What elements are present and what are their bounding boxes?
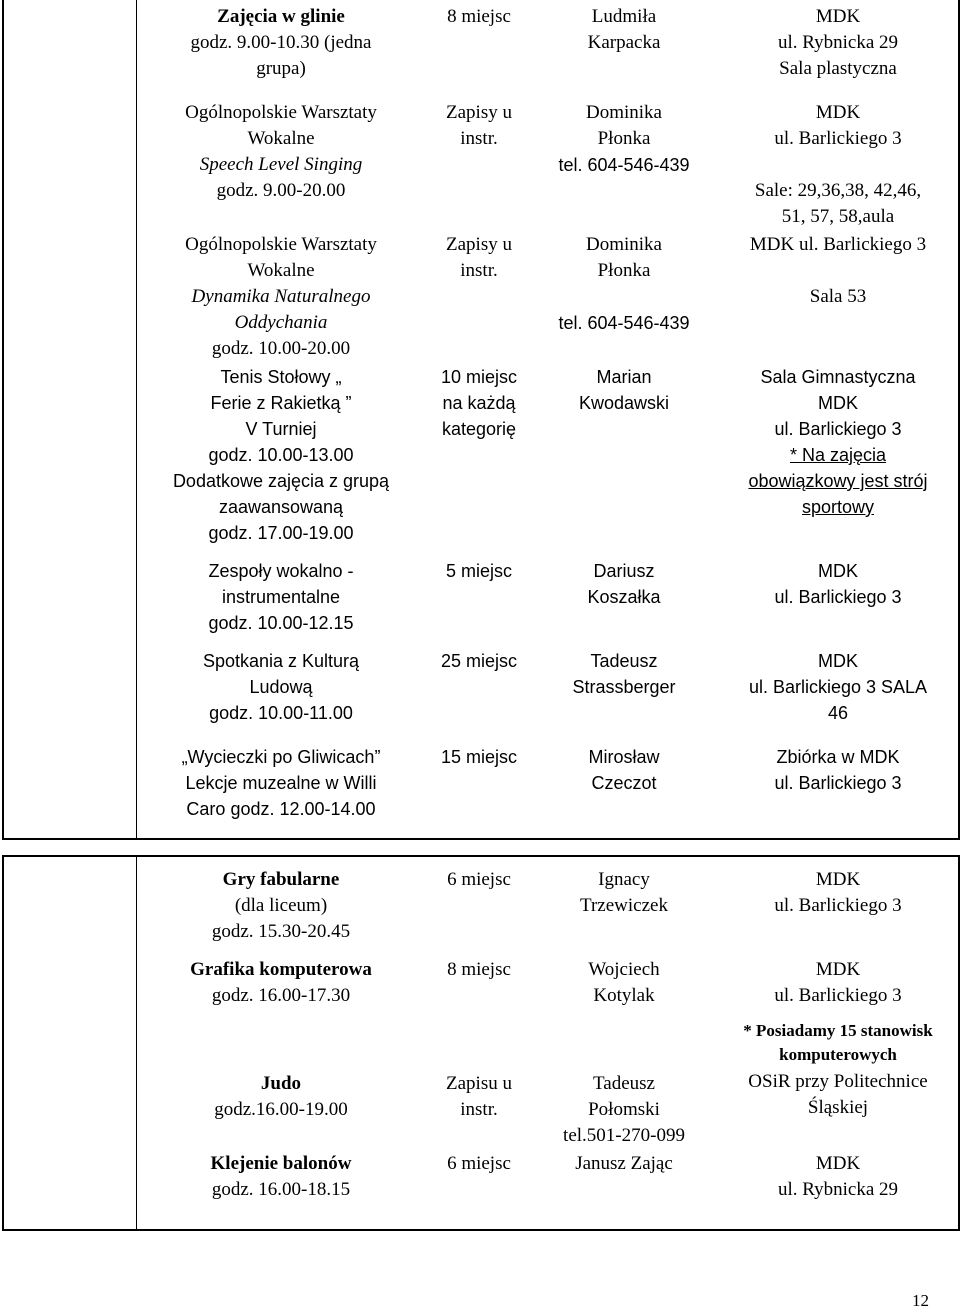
location-line: Śląskiej (807, 1097, 869, 1118)
instructor-name: Dominika (586, 102, 662, 123)
activity-title: Grafika komputerowa (190, 959, 372, 980)
instructor-name: Trzewiczek (580, 895, 668, 916)
location-line: ul. Rybnicka 29 (777, 1179, 899, 1200)
activity-cell (156, 558, 406, 636)
location-line: ul. Barlickiego 3 (774, 419, 902, 439)
schedule-table-top (2, 0, 960, 840)
instructor-cell (542, 867, 706, 919)
instructor-name: Ignacy (598, 869, 650, 890)
places-cell (424, 1151, 534, 1177)
activity-title: Ogólnopolskie Warsztaty (185, 102, 377, 123)
location-line: ul. Barlickiego 3 SALA (748, 677, 928, 697)
activity-time: godz. 10.00-20.00 (211, 338, 351, 359)
instructor-name: Koszałka (587, 587, 661, 607)
location-line: MDK (815, 959, 861, 980)
instructor-name: Płonka (597, 260, 651, 281)
instructor-name: Tadeusz (590, 651, 658, 671)
instructor-cell (542, 744, 706, 796)
activity-cell (156, 744, 406, 822)
location-line: Sala Gimnastyczna (760, 367, 916, 387)
location-cell (718, 648, 958, 726)
location-line: OSiR przy Politechnice (748, 1071, 928, 1092)
places-note: Zapisy u (446, 102, 512, 123)
instructor-name: Mirosław (588, 747, 660, 767)
activity-cell (156, 4, 406, 82)
location-cell (718, 364, 958, 520)
instructor-cell (542, 1071, 706, 1149)
activity-subtitle: Speech Level Singing (199, 154, 363, 175)
instructor-cell (542, 4, 706, 56)
activity-time: godz. 17.00-19.00 (208, 523, 354, 543)
activity-note: zaawansowaną (218, 497, 344, 517)
location-line: ul. Barlickiego 3 (774, 895, 902, 916)
activity-title: „Wycieczki po Gliwicach” (181, 747, 381, 767)
instructor-cell (542, 558, 706, 610)
activity-title: Wokalne (247, 128, 315, 149)
places-note: instr. (460, 1099, 498, 1120)
activity-cell (156, 1151, 406, 1203)
location-line: ul. Barlickiego 3 (774, 587, 902, 607)
location-line: MDK (815, 869, 861, 890)
activity-title: Klejenie balonów (210, 1153, 352, 1174)
places-cell (424, 558, 534, 584)
activity-title: Ludową (249, 677, 313, 697)
location-line: 51, 57, 58,aula (781, 206, 895, 227)
schedule-table-bottom (2, 855, 960, 1231)
activity-time: godz. 15.30-20.45 (211, 921, 351, 942)
places-cell (424, 4, 534, 30)
activity-title: Judo (260, 1073, 302, 1094)
instructor-phone: tel. 604-546-439 (558, 155, 690, 175)
location-line: MDK ul. Barlickiego 3 (749, 234, 927, 255)
places-count: 6 miejsc (447, 869, 511, 890)
activity-cell (156, 957, 406, 1009)
activity-cell (156, 364, 406, 546)
activity-subtitle: (dla liceum) (234, 895, 328, 916)
activity-time: Caro godz. 12.00-14.00 (186, 799, 376, 819)
activity-title: Tenis Stołowy „ (220, 367, 342, 387)
places-note: instr. (460, 128, 498, 149)
instructor-name: Janusz Zając (575, 1153, 673, 1174)
activity-title: Zespoły wokalno - (208, 561, 354, 581)
instructor-cell (542, 364, 706, 416)
column-divider (136, 0, 137, 838)
activity-subtitle: Dynamika Naturalnego (191, 286, 371, 307)
instructor-name: Płonka (597, 128, 651, 149)
activity-title: Zajęcia w glinie (217, 6, 345, 27)
places-count: 5 miejsc (445, 561, 512, 581)
location-cell (718, 1069, 958, 1121)
instructor-name: Marian (596, 367, 652, 387)
location-note: * Posiadamy 15 stanowisk (743, 1021, 933, 1040)
places-cell (424, 957, 534, 983)
activity-subtitle: Oddychania (234, 312, 328, 333)
location-cell (718, 100, 958, 230)
places-count: 6 miejsc (447, 1153, 511, 1174)
page-number: 12 (912, 1291, 929, 1310)
activity-time: godz.16.00-19.00 (214, 1099, 348, 1120)
instructor-name: Karpacka (587, 32, 661, 53)
places-cell (424, 364, 534, 442)
activity-title: instrumentalne (221, 587, 341, 607)
places-note: Zapisy u (446, 234, 512, 255)
activity-cell (156, 867, 406, 945)
location-cell (718, 1151, 958, 1203)
instructor-cell (542, 232, 706, 336)
location-line: MDK (818, 651, 858, 671)
location-line: Zbiórka w MDK (776, 747, 900, 767)
activity-title: Ogólnopolskie Warsztaty (185, 234, 377, 255)
location-line: MDK (815, 1153, 861, 1174)
location-line: MDK (815, 6, 861, 27)
location-line: MDK (818, 561, 858, 581)
places-count: 25 miejsc (440, 651, 518, 671)
instructor-cell (542, 648, 706, 700)
activity-subtitle: V Turniej (245, 419, 317, 439)
places-count: na każdą (442, 393, 516, 413)
activity-time: grupa) (256, 58, 306, 79)
location-cell (718, 957, 958, 1067)
activity-subtitle: Lekcje muzealne w Willi (185, 773, 377, 793)
instructor-name: Kotylak (593, 985, 655, 1006)
instructor-name: Ludmiła (591, 6, 657, 27)
places-note: instr. (460, 260, 498, 281)
places-cell (424, 1071, 534, 1123)
activity-cell (156, 648, 406, 726)
location-line: ul. Barlickiego 3 (774, 985, 902, 1006)
instructor-phone: tel.501-270-099 (563, 1125, 685, 1146)
places-count: kategorię (441, 419, 517, 439)
places-count: 15 miejsc (440, 747, 518, 767)
instructor-name: Dominika (586, 234, 662, 255)
instructor-cell (542, 100, 706, 178)
instructor-name: Dariusz (593, 561, 655, 581)
instructor-cell (542, 957, 706, 1009)
activity-time: godz. 10.00-12.15 (208, 613, 354, 633)
location-note: komputerowych (779, 1045, 897, 1064)
activity-time: godz. 10.00-11.00 (209, 703, 353, 723)
activity-title: Gry fabularne (222, 869, 340, 890)
instructor-cell (542, 1151, 706, 1177)
activity-time: godz. 9.00-10.30 (jedna (190, 32, 372, 53)
location-cell (718, 4, 958, 82)
location-line: Sala 53 (809, 286, 867, 307)
location-line: Sala plastyczna (779, 58, 897, 79)
location-cell (718, 744, 958, 796)
activity-title: Wokalne (247, 260, 315, 281)
places-count: 8 miejsc (447, 6, 511, 27)
places-count: 8 miejsc (447, 959, 511, 980)
location-line: MDK (818, 393, 858, 413)
places-count: 10 miejsc (440, 367, 518, 387)
location-note: * Na zajęcia (789, 445, 887, 465)
activity-cell (156, 232, 406, 362)
location-cell (718, 232, 958, 310)
location-cell (718, 867, 958, 919)
activity-cell (156, 1071, 406, 1123)
activity-time: godz. 9.00-20.00 (216, 180, 346, 201)
location-note: obowiązkowy jest strój (748, 471, 928, 491)
places-cell (424, 100, 534, 152)
places-cell (424, 232, 534, 284)
location-line: MDK (815, 102, 861, 123)
places-note: Zapisu u (446, 1073, 512, 1094)
instructor-phone: tel. 604-546-439 (558, 313, 690, 333)
instructor-name: Wojciech (588, 959, 660, 980)
activity-note: Dodatkowe zajęcia z grupą (172, 471, 390, 491)
location-line: ul. Rybnicka 29 (777, 32, 899, 53)
location-line: ul. Barlickiego 3 (774, 128, 902, 149)
activity-time: godz. 16.00-18.15 (211, 1179, 351, 1200)
places-cell (424, 744, 534, 770)
location-line: 46 (827, 703, 849, 723)
instructor-name: Połomski (588, 1099, 660, 1120)
instructor-name: Strassberger (572, 677, 676, 697)
location-line: Sale: 29,36,38, 42,46, (754, 180, 922, 201)
column-divider (136, 857, 137, 1229)
instructor-name: Tadeusz (593, 1073, 655, 1094)
activity-cell (156, 100, 406, 204)
activity-time: godz. 10.00-13.00 (208, 445, 354, 465)
location-note: sportowy (801, 497, 875, 517)
places-cell (424, 648, 534, 674)
activity-title: Spotkania z Kulturą (202, 651, 360, 671)
instructor-name: Czeczot (591, 773, 657, 793)
instructor-name: Kwodawski (578, 393, 670, 413)
places-cell (424, 867, 534, 893)
location-line: ul. Barlickiego 3 (774, 773, 902, 793)
location-cell (718, 558, 958, 610)
activity-title: Ferie z Rakietką ” (210, 393, 352, 413)
activity-time: godz. 16.00-17.30 (211, 985, 351, 1006)
